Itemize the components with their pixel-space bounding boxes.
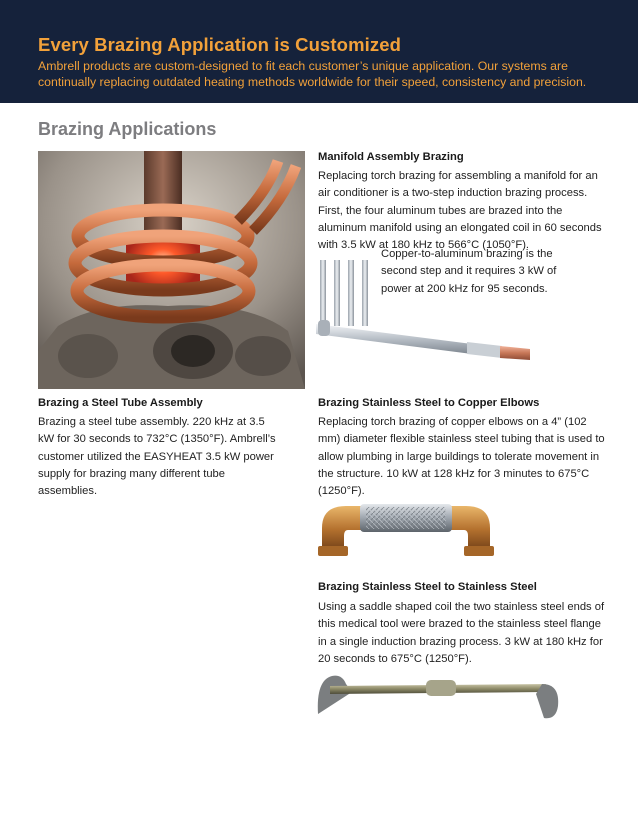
manifold-text-continued: Copper-to-aluminum brazing is the second step and it requires 3 kW of power at 200 kHz for 95 seconds.	[381, 248, 557, 295]
copper-elbows-photo	[318, 498, 494, 558]
banner-title: Every Brazing Application is Customized	[38, 34, 402, 55]
steel-tube-text: Brazing a steel tube assembly. 220 kHz at 3.5 kW for 30 seconds to 732°C (1350°F). Ambrell’s customer utilized the EASYHEAT 3.5 kW power supply for brazing many different tube assemblies.	[38, 416, 276, 498]
section-title: Brazing Applications	[38, 119, 217, 139]
medical-tool-photo	[312, 670, 562, 724]
elbows-title: Brazing Stainless Steel to Copper Elbows	[318, 397, 540, 409]
elbows-text: Replacing torch brazing of copper elbows on a 4” (102 mm) diameter flexible stainless steel tubing that is used to allow plumbing in large buildings to tolerate movement in the structure. 10 kW at 128 kHz for 3 minutes to 675°C (1250°F).	[318, 416, 605, 498]
header-banner	[0, 0, 638, 103]
manifold-title: Manifold Assembly Brazing	[318, 151, 464, 163]
induction-coil-photo	[38, 151, 305, 389]
banner-text: Ambrell products are custom-designed to fit each customer’s unique application. Our systems are continually replacing outdated heating methods worldwide for their speed, consistency and precision.	[38, 59, 587, 89]
manifold-text: Replacing torch brazing for assembling a manifold for an air conditioner is a two-step induction brazing process. First, the four aluminum tubes are brazed into the aluminum manifold using an elongated coil in 60 seconds with 3.5 kW at 180 kHz to 566°C (1050°F).	[318, 170, 602, 252]
stainless-text: Using a saddle shaped coil the two stainless steel ends of this medical tool were brazed to the stainless steel flange in a single induction brazing process. 3 kW at 180 kHz for 20 seconds to 675°C (1250°F).	[318, 601, 605, 665]
manifold-photo	[312, 254, 536, 364]
stainless-title: Brazing Stainless Steel to Stainless Steel	[318, 581, 537, 593]
steel-tube-title: Brazing a Steel Tube Assembly	[38, 397, 203, 409]
